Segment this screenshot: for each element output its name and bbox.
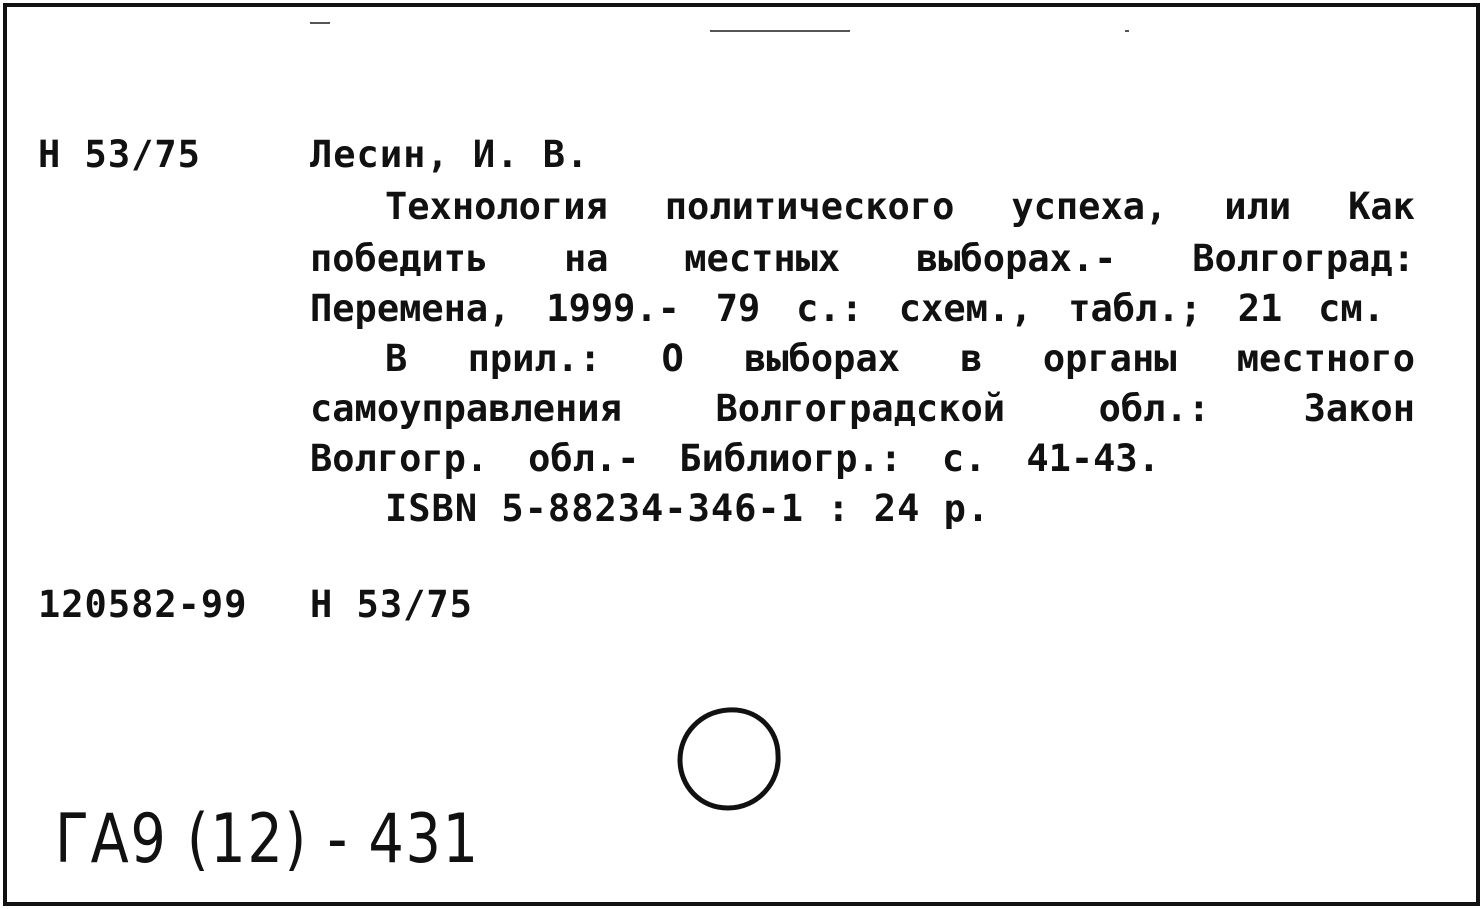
title-line-2 [310, 237, 1415, 280]
word: Волгогр. [310, 437, 489, 480]
word: 79 [715, 287, 761, 330]
word: Перемена, [310, 287, 511, 330]
inventory-number: 120582-99 [38, 583, 248, 626]
call-number-top: Н 53/75 [38, 133, 201, 176]
word: победить [310, 237, 489, 280]
word: 21 [1237, 287, 1283, 330]
scan-speck [710, 30, 850, 32]
word: прил.: [467, 337, 602, 380]
word: политического [664, 185, 955, 228]
word: обл.: [1098, 387, 1211, 430]
publication-line [310, 287, 1385, 330]
word: с.: [796, 287, 863, 330]
word: Как [1348, 185, 1415, 228]
word: выборах.- [915, 237, 1117, 280]
note-line-2 [310, 387, 1415, 430]
word: Библиогр.: [679, 437, 903, 480]
word: местных [684, 237, 841, 280]
word: В [385, 337, 408, 380]
word: выборах [744, 337, 900, 380]
word: Закон [1303, 387, 1415, 430]
punch-hole-icon [670, 700, 790, 820]
scan-speck [310, 22, 330, 24]
handwritten-code: ГА9 (12) - 431 [55, 800, 480, 879]
call-number-bottom: Н 53/75 [310, 583, 473, 626]
author-name: Лесин, И. В. [310, 133, 590, 176]
word: Технология [385, 185, 608, 228]
word: О [661, 337, 684, 380]
isbn-line: ISBN 5-88234-346-1 : 24 р. [385, 487, 991, 530]
word: на [563, 237, 609, 280]
word: органы [1042, 337, 1177, 380]
note-line-1 [385, 337, 1415, 380]
word: обл.- [528, 437, 640, 480]
word: или [1224, 185, 1292, 228]
word: Волгоград: [1192, 237, 1415, 280]
word: схем., [898, 287, 1033, 330]
word: самоуправления [310, 387, 622, 430]
word: местного [1236, 337, 1415, 380]
word: 1999.- [546, 287, 680, 330]
title-line-1 [385, 185, 1415, 228]
word: успеха, [1011, 185, 1168, 228]
word: с. [941, 437, 987, 480]
word: Волгоградской [715, 387, 1006, 430]
word: в [960, 337, 983, 380]
word: 41-43. [1026, 437, 1160, 480]
note-line-3 [310, 437, 1160, 480]
word: табл.; [1068, 287, 1202, 330]
word: см. [1318, 287, 1385, 330]
scan-speck [1125, 30, 1129, 32]
